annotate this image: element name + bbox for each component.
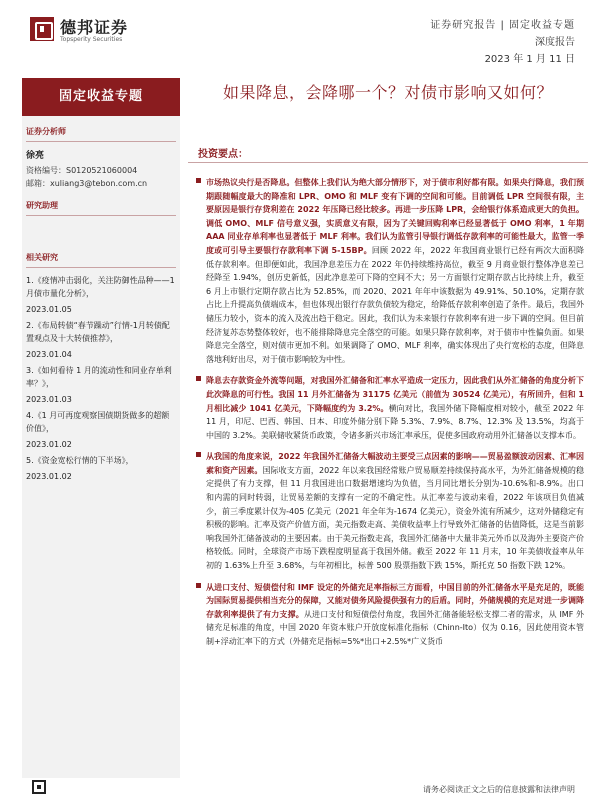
- sidebar: [22, 78, 180, 778]
- bullet-square-icon: [196, 452, 201, 457]
- footer-disclaimer: 请务必阅读正文之后的信息披露和法律声明: [423, 785, 575, 794]
- keypoints-header: [188, 141, 588, 163]
- paragraph-text: 从进口支付和短债偿付角度，我国外汇储备能轻松支撑二者的需求，从 IMF 外储充足标准的角度，中国 2020 年资本账户开放度标准化指标（Chinn-Ito）仅为 0.16，因此使用资本管制+浮动汇率下的方式（外储充足指标=5%*出口+2.5%*广义货币: [206, 609, 585, 646]
- assistant-section: [22, 190, 180, 216]
- paragraph-text: 国际收支方面，2022 年以来我国经常账户贸易顺差持续保持高水平，为外汇储备规模的稳定提供了有力支撑，但 11 月我国进出口数据增速均为负值，当月同比增长分别为-10.6%和-8.9%。出口和内需的同时转弱，让贸易差额的支撑有一定的不确定性。从汇率差与波动来看，2022 年该项目负值减少，前三季度累计仅为-405 亿美元（2021 年全年为-1674 亿美元），资金外流有所减少，这对外储稳定有积极的影响。汇率及资产价值方面，美元指数走高、美债收益率上行导致外汇储备的估值降低，这是当前影响我国外汇储备波动的主要因素。由于美元指数走高，我国外汇储备中大量非美元外币以及海外主要资产价格较低。同时，全球资产市场下跌程度明显高于我国外储。截至 2022 年 11 月末，10 年美债收益率从年初的 1.63%上升至 3.68%，与年初相比，标普 500 股票指数下跌 15%，斯托克 50 指数下跌 12%。: [206, 465, 584, 571]
- paragraph-highlight: 从我国的角度来说，2022 年我国外汇储备大幅波动主要受三点因素的影响——贸易盈额波动因素、汇率因素和资产因素。: [206, 452, 584, 475]
- keypoint-paragraph: [196, 581, 584, 649]
- paragraph-text: 横向对比，我国外储下降幅度相对较小，截至 2022 年 11 月，印尼、巴西、韩国、日本、印度外储分别下降 5.3%、7.9%、8.7%、12.3% 及 13.5%，均高于中国的 3.2%。美联储收紧货币政策，令诸多新兴市场汇率承压，促使多国政府动用外汇储备以支撑本币。: [206, 403, 584, 440]
- analyst-name: 徐亮: [26, 151, 45, 161]
- related-item-title[interactable]: 4.《1 月可再度观察国债期货做多的超额价值》，: [26, 411, 170, 433]
- related-item-title[interactable]: 2.《布局转债“春节躁动”行情-1月转债配置观点及十大转债推荐》，: [26, 321, 170, 343]
- analyst-heading: 证券分析师: [26, 124, 176, 142]
- related-item-date: 2023.01.05: [26, 305, 72, 314]
- paragraph-text: 回顾 2022 年，2022 年我国商业银行已经有两次大面积降低存款利率。但即便如此，我国净息差压力在 2022 年仍持续维持高位，截至 9 月商业银行整体净息差已经降至 1.94%，创历史新低，因此净息差可下降的空间不大；另一方面银行定期存款占比持续上升，截至 6 月上市银行定期存款占比为 52.85%，而 2020、2021 年年中该数据为 49.91%、50.10%，定期存款占比上升提高负债端成本，但也体现出银行存款负债较为稳定，给降低存款利率创造了条件。最后，我国外储压力较小，资本的流入及流出趋于稳定。因此，我们认为未来银行存款利率有进一步下调的空间。但目前经济复苏态势整体较好，也不能排除降息完全落空的可能。如果只降存款利率，对于债市中性偏负面。如果降息完全落空，则对债市更加不利。如果调降了 OMO、MLF 利率，确实体现出了央行宽松的态度，但降息落地利好出尽，对于债市影响较为中性。: [206, 245, 584, 364]
- keypoint-paragraph: [196, 450, 584, 572]
- analyst-section: [22, 116, 180, 190]
- related-item-title[interactable]: 3.《如何看待 1 月的流动性和同业存单利率？》，: [26, 366, 172, 388]
- analyst-license: 资格编号：S0120521060004: [26, 166, 138, 175]
- keypoint-paragraph: [196, 374, 584, 442]
- related-item-date: 2023.01.03: [26, 395, 72, 404]
- brand-name-cn: 德邦证券: [60, 18, 129, 37]
- page-header: [0, 0, 600, 70]
- paragraph-highlight: 从进口支付、短债偿付和 IMF 设定的外储充足率指标三方面看，中国目前的外汇储备水平是充足的，既能为国际贸易提供相当充分的保障，又能对债务风险提供强有力的后盾。同时，外储规模的充足对进一步调降存款利率提供了有力支撑。: [206, 582, 584, 619]
- related-item-date: 2023.01.04: [26, 350, 72, 359]
- related-item-title[interactable]: 1.《疫情冲击弱化，关注防御性品种——1 月债市量化分析》，: [26, 276, 175, 298]
- report-type: 证券研究报告 | 固定收益专题: [430, 20, 575, 31]
- qr-code-icon: [32, 780, 46, 794]
- report-body: [196, 176, 584, 657]
- related-section: [22, 222, 180, 483]
- related-item-title[interactable]: 5.《资金宽松行情的下半场》，: [26, 456, 134, 465]
- report-subtype: 深度报告: [535, 37, 575, 48]
- page-title: 如果降息，会降哪一个？对债市影响又如何？: [222, 83, 553, 102]
- brand-name-en: Topsperity Securities: [60, 36, 123, 43]
- assistant-heading: 研究助理: [26, 198, 176, 216]
- analyst-email[interactable]: 邮箱：xuliang3@tebon.com.cn: [26, 179, 148, 188]
- bullet-square-icon: [196, 583, 201, 588]
- paragraph-highlight: 降息去存款资金外流等问题，对我国外汇储备和汇率水平造成一定压力，因此我们从外汇储备的角度分析下此次降息的可行性。我国 11 月外汇储备为 31175 亿美元（前值为 30524 亿美元），有所回升，但和 1 月相比减少 1041 亿美元，下降幅度约为 3.2%。: [206, 376, 584, 413]
- keypoints-label: 投资要点：: [198, 149, 248, 160]
- related-item-date: 2023.01.02: [26, 440, 72, 449]
- paragraph-highlight: 市场热议央行是否降息。但整体上我们认为绝大部分情形下，对于债市利好都有限。如果央行降息，我们预期跟随幅度最大的降准和 LPR、OMO 和 MLF 变有下调的空间和可能。目前调低 LPR 空间很有限，主要原因是银行存贷利差在 2022 年压降已经比较多。再进一步压降 LPR，会给银行体系造成更大的负担。调低 OMO、MLF 信号意义强，实质意义有限，因为了关键回购利率已经显著低于 OMO 利率，1 年期 AAA 同业存单利率也显著低于 MLF 利率。我们认为监管引导银行调低存款利率的可能性最大，监管一季度或可引导主要银行存款利率下调 5-15BP。: [206, 178, 584, 255]
- sidebar-title: 固定收益专题: [22, 78, 180, 116]
- related-heading: 相关研究: [26, 250, 176, 268]
- related-item-date: 2023.01.02: [26, 472, 72, 481]
- bullet-square-icon: [196, 178, 201, 183]
- bullet-square-icon: [196, 376, 201, 381]
- keypoint-paragraph: [196, 176, 584, 366]
- report-date: 2023 年 1 月 11 日: [484, 54, 575, 65]
- brand-logo-icon: [30, 17, 54, 41]
